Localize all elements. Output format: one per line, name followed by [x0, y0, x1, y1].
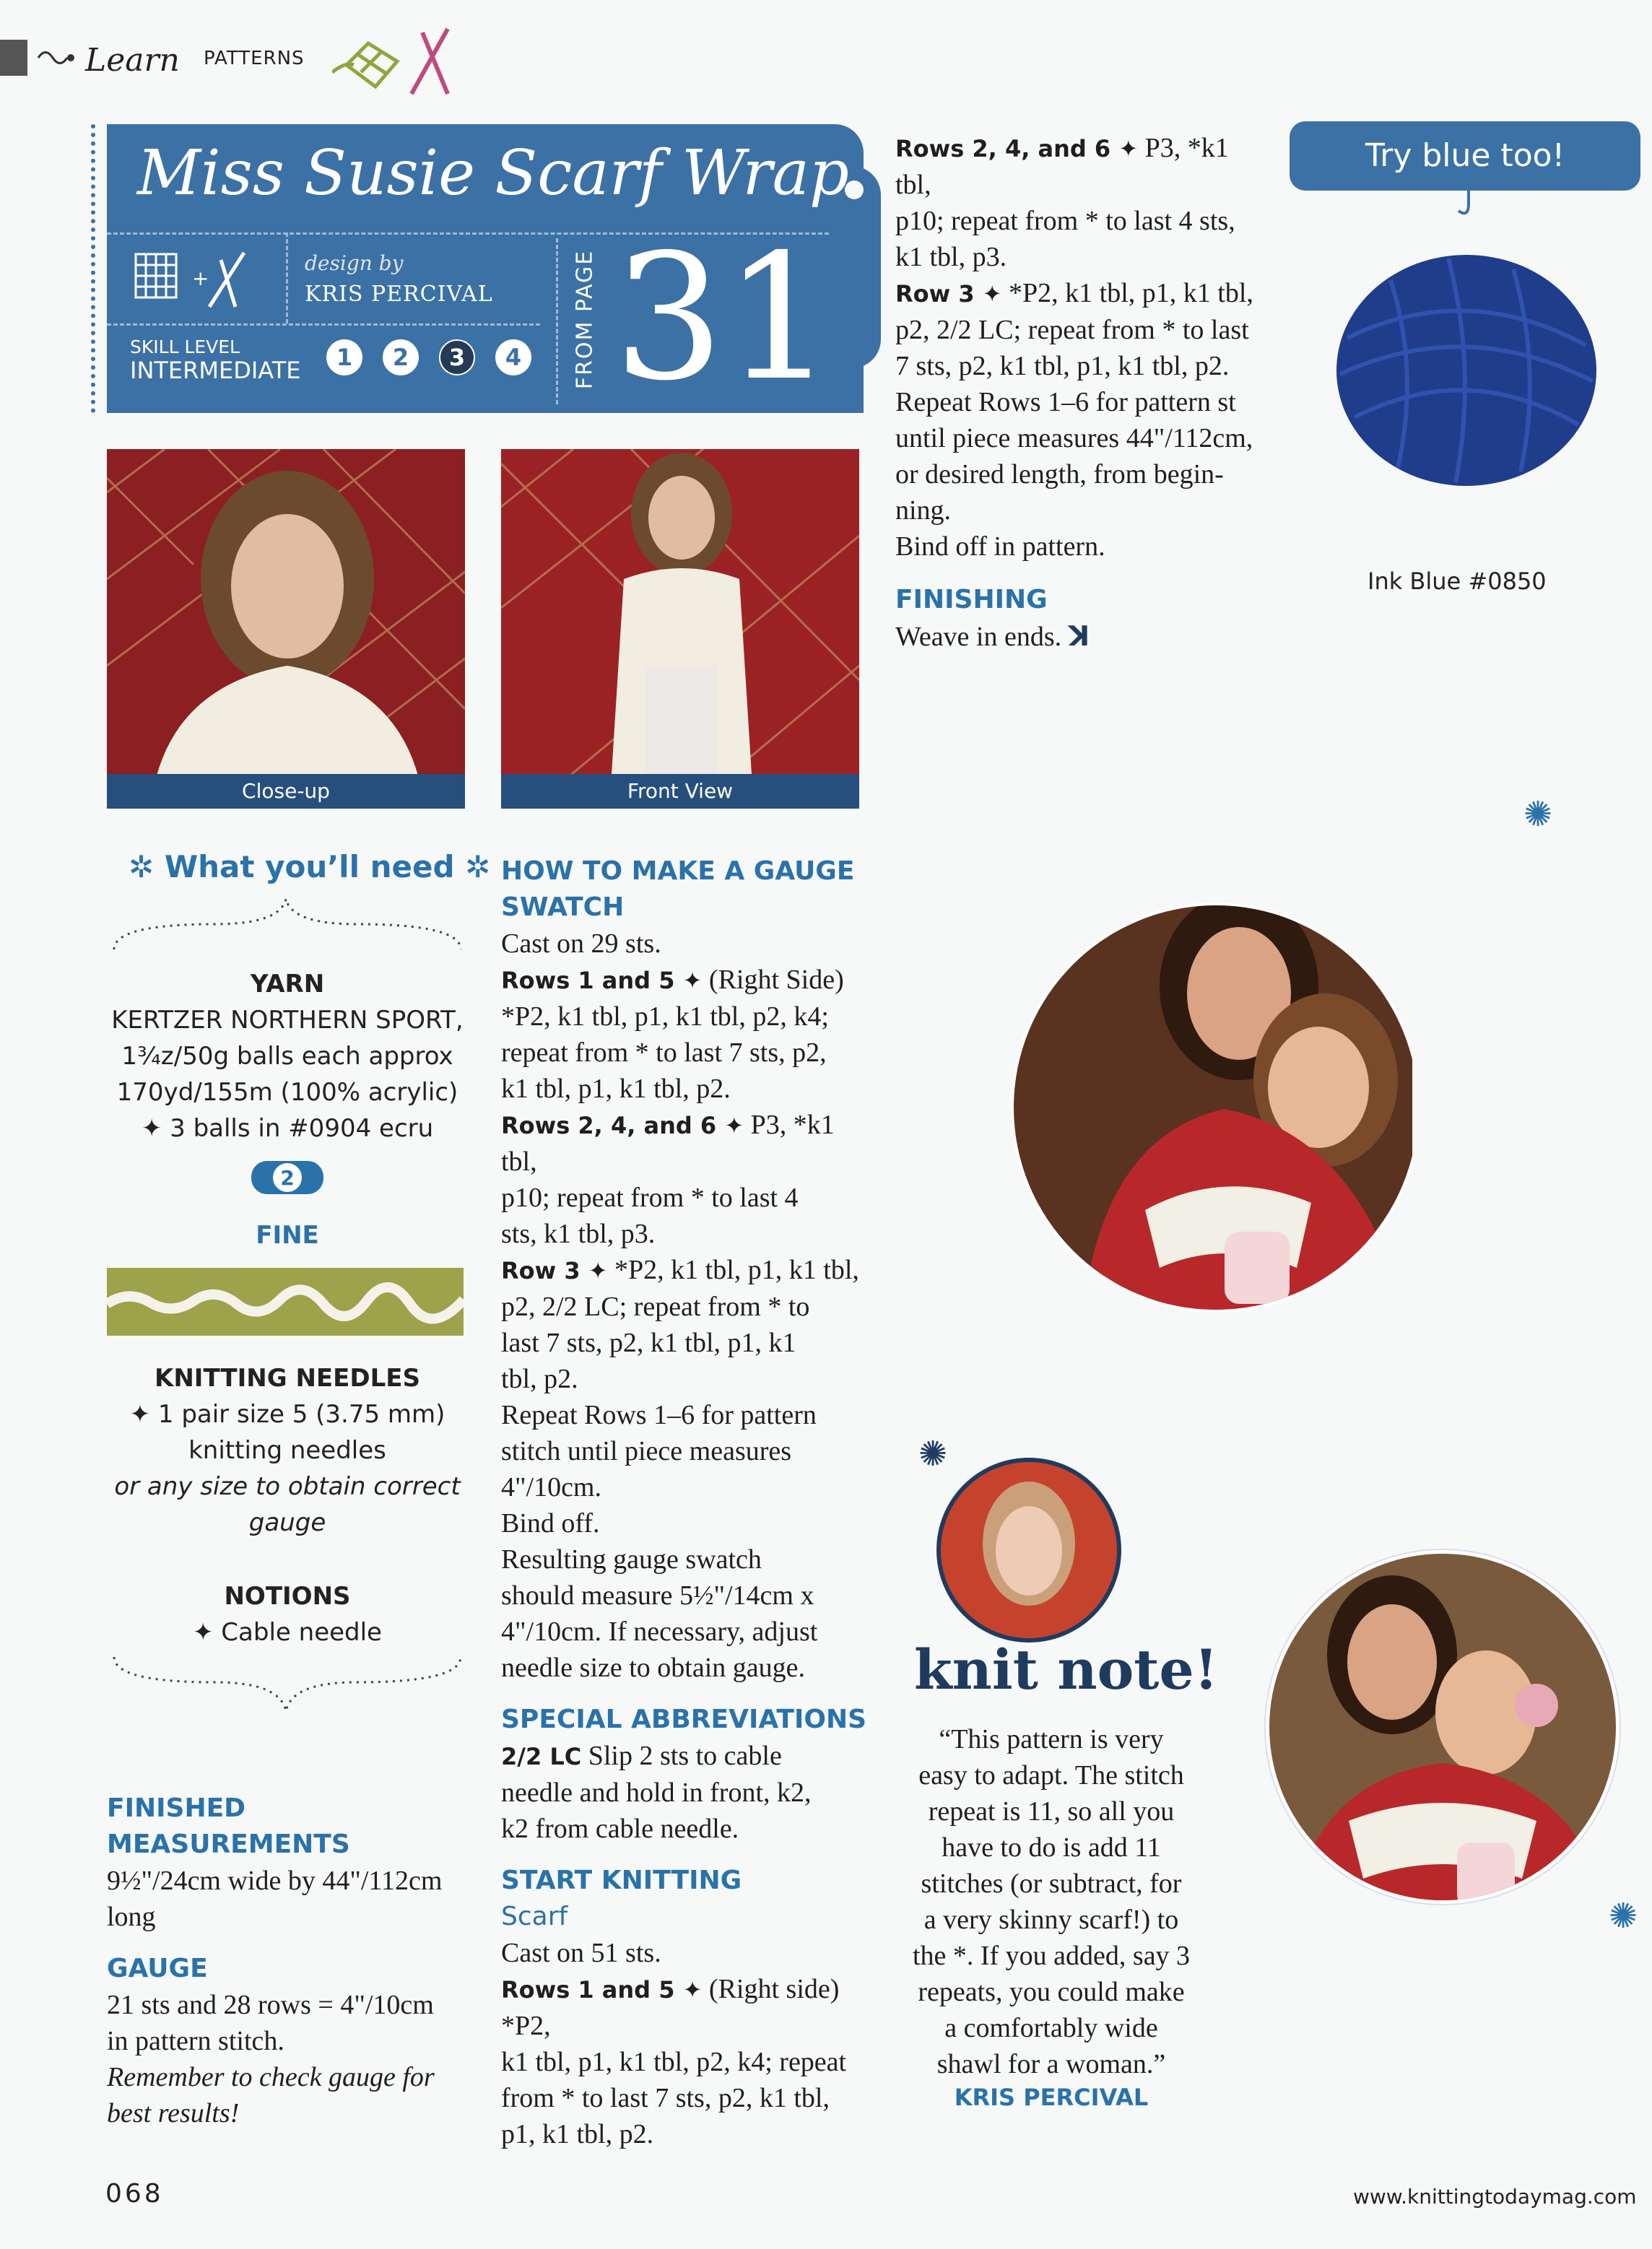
- instruction-line: Cast on 51 sts.: [501, 1938, 661, 1968]
- instruction-line: should measure 5½"/14cm x: [501, 1580, 814, 1611]
- front-view-caption: Front View: [501, 774, 859, 809]
- section-sublabel: PATTERNS: [204, 48, 305, 69]
- knit-swatch-needles-icon: [129, 245, 273, 313]
- instructions-column-3: [895, 130, 1271, 655]
- instruction-line: Rows 1 and 5 ✦ (Right Side): [501, 965, 844, 995]
- instruction-line: p2, 2/2 LC; repeat from * to: [501, 1292, 810, 1322]
- yarn-ball-image: [1333, 251, 1600, 492]
- knit-note-line: a comfortably wide: [944, 2013, 1158, 2043]
- needles-heading: KNITTING NEEDLES: [155, 1364, 420, 1393]
- instruction-line: p1, k1 tbl, p2.: [501, 2119, 654, 2149]
- instruction-line: Cast on 29 sts.: [501, 928, 661, 959]
- instruction-line: last 7 sts, p2, k1 tbl, p1, k1: [501, 1328, 796, 1358]
- gauge-reminder: best results!: [107, 2098, 240, 2128]
- notions-line: ✦ Cable needle: [193, 1618, 382, 1647]
- gauge-reminder: Remember to check gauge for: [107, 2062, 435, 2092]
- needles-line: knitting needles: [188, 1436, 386, 1465]
- instruction-line: 2/2 LC Slip 2 sts to cable: [501, 1741, 782, 1771]
- needles-note: or any size to obtain correct: [114, 1472, 461, 1501]
- instructions-column-2: [501, 853, 877, 2152]
- what-you-need-title-text: What you’ll need: [164, 849, 455, 884]
- header-flourish-icon: [35, 43, 78, 75]
- designer-name: KRIS PERCIVAL: [305, 282, 493, 307]
- instruction-line: k1 tbl, p1, k1 tbl, p2, k4; repeat: [501, 2047, 847, 2077]
- instruction-line: Bind off.: [501, 1508, 600, 1539]
- knit-note-heading: knit note!: [914, 1637, 1219, 1702]
- instruction-line: Rows 1 and 5 ✦ (Right side) *P2,: [501, 1974, 840, 2041]
- instruction-line: until piece measures 44"/112cm,: [895, 423, 1253, 453]
- gauge-line: in pattern stitch.: [107, 2026, 284, 2056]
- instruction-line: needle size to obtain gauge.: [501, 1653, 806, 1683]
- needles-note: gauge: [248, 1508, 326, 1537]
- instruction-line: ning.: [895, 495, 952, 526]
- instruction-row-label: Rows 2, 4, and 6 ✦: [501, 1112, 744, 1139]
- instruction-line: Row 3 ✦ *P2, k1 tbl, p1, k1 tbl,: [895, 278, 1253, 308]
- knitting-swatch-icon: [332, 22, 498, 104]
- instruction-line: 4"/10cm. If necessary, adjust: [501, 1617, 818, 1647]
- finishing-heading: FINISHING: [895, 585, 1048, 614]
- finished-measurements-line: 9½"/24cm wide by 44"/112cm: [107, 1866, 443, 1896]
- yarn-line: 170yd/155m (100% acrylic): [116, 1078, 458, 1107]
- instruction-row-label: Rows 1 and 5 ✦: [501, 967, 703, 994]
- finishing-text: Weave in ends.: [895, 622, 1062, 652]
- instruction-line: needle and hold in front, k2,: [501, 1778, 812, 1808]
- instruction-line: Rows 2, 4, and 6 ✦ P3, *k1 tbl,: [501, 1110, 835, 1177]
- section-label: Learn: [85, 42, 180, 79]
- asterisk-icon: ✲: [454, 849, 491, 884]
- instruction-line: Row 3 ✦ *P2, k1 tbl, p1, k1 tbl,: [501, 1255, 859, 1285]
- start-knitting-body: [501, 1935, 877, 2152]
- from-page-text: FROM PAGE: [572, 249, 598, 390]
- skill-level-value: INTERMEDIATE: [130, 357, 301, 384]
- finished-measurements-line: long: [107, 1902, 156, 1932]
- skill-level-2: 2: [383, 339, 419, 375]
- scarf-subheading: Scarf: [501, 1902, 568, 1931]
- pattern-title: Miss Susie Scarf Wrap: [137, 137, 849, 209]
- gauge-swatch-heading: SWATCH: [501, 892, 625, 922]
- instruction-line: p10; repeat from * to last 4: [501, 1183, 799, 1213]
- brace-top: [107, 895, 468, 956]
- instruction-line: Repeat Rows 1–6 for pattern: [501, 1400, 817, 1430]
- yarn-sample-image: [107, 1268, 464, 1336]
- instruction-line: p10; repeat from * to last 4 sts,: [895, 206, 1235, 236]
- instruction-line: Bind off in pattern.: [895, 531, 1105, 562]
- page-number: 068: [105, 2179, 164, 2209]
- front-view-photo: [501, 449, 859, 809]
- skill-level-1: 1: [326, 339, 362, 375]
- yarn-line: ✦ 3 balls in #0904 ecru: [141, 1114, 434, 1143]
- instruction-row-label: 2/2 LC: [501, 1743, 582, 1770]
- mother-daughter-photo-small: [1262, 1547, 1623, 1907]
- end-mark-icon: ꓘ: [1068, 620, 1090, 652]
- fine-label: FINE: [256, 1221, 319, 1250]
- instruction-line: Repeat Rows 1–6 for pattern st: [895, 387, 1236, 417]
- yarn-weight-number: 2: [280, 1166, 295, 1190]
- skill-level-4: 4: [495, 339, 531, 375]
- instruction-line: k1 tbl, p1, k1 tbl, p2.: [501, 1074, 731, 1104]
- banner-divider: [107, 323, 540, 326]
- knit-note-line: “This pattern is very: [939, 1724, 1164, 1754]
- flourish-icon: ✺: [1609, 1896, 1638, 1936]
- start-knitting-heading: START KNITTING: [501, 1866, 742, 1895]
- page-reference-number: 31: [614, 217, 835, 419]
- yarn-weight-icon: [244, 1152, 331, 1203]
- flourish-icon: ✺: [1523, 794, 1553, 835]
- header-strip: [0, 40, 27, 76]
- instruction-line: Resulting gauge swatch: [501, 1544, 762, 1575]
- closeup-caption: Close-up: [107, 774, 465, 809]
- instruction-line: sts, k1 tbl, p3.: [501, 1219, 656, 1249]
- needles-line: ✦ 1 pair size 5 (3.75 mm): [129, 1400, 445, 1429]
- knit-note-line: repeats, you could make: [918, 1977, 1185, 2007]
- from-page-label: [570, 249, 599, 390]
- knit-note-author: KRIS PERCIVAL: [954, 2084, 1149, 2111]
- tag-hook-icon: [1454, 189, 1483, 228]
- finished-measurements-heading: FINISHED MEASUREMENTS: [107, 1793, 350, 1859]
- knit-note-line: repeat is 11, so all you: [928, 1796, 1175, 1827]
- abbreviations-heading: SPECIAL ABBREVIATIONS: [501, 1705, 867, 1734]
- instruction-line: repeat from * to last 7 sts, p2,: [501, 1038, 827, 1068]
- notions-heading: NOTIONS: [224, 1582, 351, 1611]
- knit-note-line: easy to adapt. The stitch: [918, 1760, 1184, 1791]
- needles-section: [107, 1360, 468, 1541]
- pattern-continued-body: [895, 130, 1271, 565]
- instruction-row-label: Row 3 ✦: [895, 280, 1002, 308]
- instruction-line: from * to last 7 sts, p2, k1 tbl,: [501, 2083, 830, 2113]
- designer-portrait: [936, 1457, 1122, 1643]
- instruction-line: or desired length, from begin-: [895, 459, 1224, 490]
- what-you-need-heading: [129, 849, 490, 884]
- measurements-gauge-section: [107, 1791, 468, 2131]
- knit-note-line: shawl for a woman.”: [936, 2049, 1166, 2079]
- instruction-line: p2, 2/2 LC; repeat from * to last: [895, 315, 1249, 345]
- notions-section: [107, 1578, 468, 1650]
- knit-note-line: a very skinny scarf!) to: [923, 1905, 1179, 1935]
- flourish-icon: ✺: [918, 1434, 948, 1474]
- instruction-line: 4"/10cm.: [501, 1472, 601, 1502]
- knit-note-quote: [892, 1721, 1210, 2082]
- gauge-swatch-body: [501, 926, 877, 1686]
- yarn-weight-label: [107, 1217, 468, 1253]
- closeup-photo: [107, 449, 465, 809]
- try-blue-banner: Try blue too!: [1290, 121, 1640, 191]
- svg-text:+: +: [192, 266, 209, 290]
- instruction-line: k1 tbl, p3.: [895, 242, 1007, 272]
- website-url[interactable]: www.knittingtodaymag.com: [1353, 2185, 1637, 2209]
- yarn-section: [107, 966, 468, 1147]
- instruction-line: tbl, p2.: [501, 1364, 578, 1394]
- knit-note-line: have to do is add 11: [942, 1832, 1161, 1863]
- gauge-line: 21 sts and 28 rows = 4"/10cm: [107, 1990, 434, 2020]
- brace-bottom: [107, 1653, 468, 1721]
- knit-note-line: the *. If you added, say 3: [912, 1941, 1191, 1971]
- yarn-heading: YARN: [250, 970, 325, 999]
- mother-daughter-photo: [1008, 762, 1412, 1373]
- abbreviations-body: [501, 1738, 877, 1847]
- instruction-row-label: Rows 2, 4, and 6 ✦: [895, 135, 1139, 162]
- skill-level-3-active: 3: [439, 339, 475, 375]
- instruction-line: stitch until piece measures: [501, 1436, 792, 1466]
- knit-note-line: stitches (or subtract, for: [921, 1869, 1182, 1899]
- gauge-swatch-heading: HOW TO MAKE A GAUGE: [501, 856, 855, 886]
- yarn-line: KERTZER NORTHERN SPORT,: [111, 1006, 464, 1035]
- colorway-label: Ink Blue #0850: [1368, 567, 1547, 595]
- instruction-line: *P2, k1 tbl, p1, k1 tbl, p2, k4;: [501, 1001, 829, 1032]
- banner-vertical-divider: [556, 238, 558, 404]
- instruction-line: k2 from cable needle.: [501, 1814, 739, 1844]
- banner-dotted-edge: [91, 124, 107, 413]
- gauge-heading: GAUGE: [107, 1954, 208, 1983]
- finishing-line: [895, 618, 1271, 655]
- asterisk-icon: ✲: [129, 849, 165, 884]
- instruction-row-label: Rows 1 and 5 ✦: [501, 1976, 703, 2004]
- instruction-line: 7 sts, p2, k1 tbl, p1, k1 tbl, p2.: [895, 351, 1230, 381]
- instruction-row-label: Row 3 ✦: [501, 1257, 608, 1284]
- yarn-line: 1¾z/50g balls each approx: [121, 1042, 453, 1071]
- instruction-line: Rows 2, 4, and 6 ✦ P3, *k1 tbl,: [895, 133, 1229, 200]
- skill-level-label: SKILL LEVEL: [130, 336, 240, 357]
- design-by-label: design by: [305, 251, 404, 275]
- banner-vertical-divider: [286, 232, 288, 323]
